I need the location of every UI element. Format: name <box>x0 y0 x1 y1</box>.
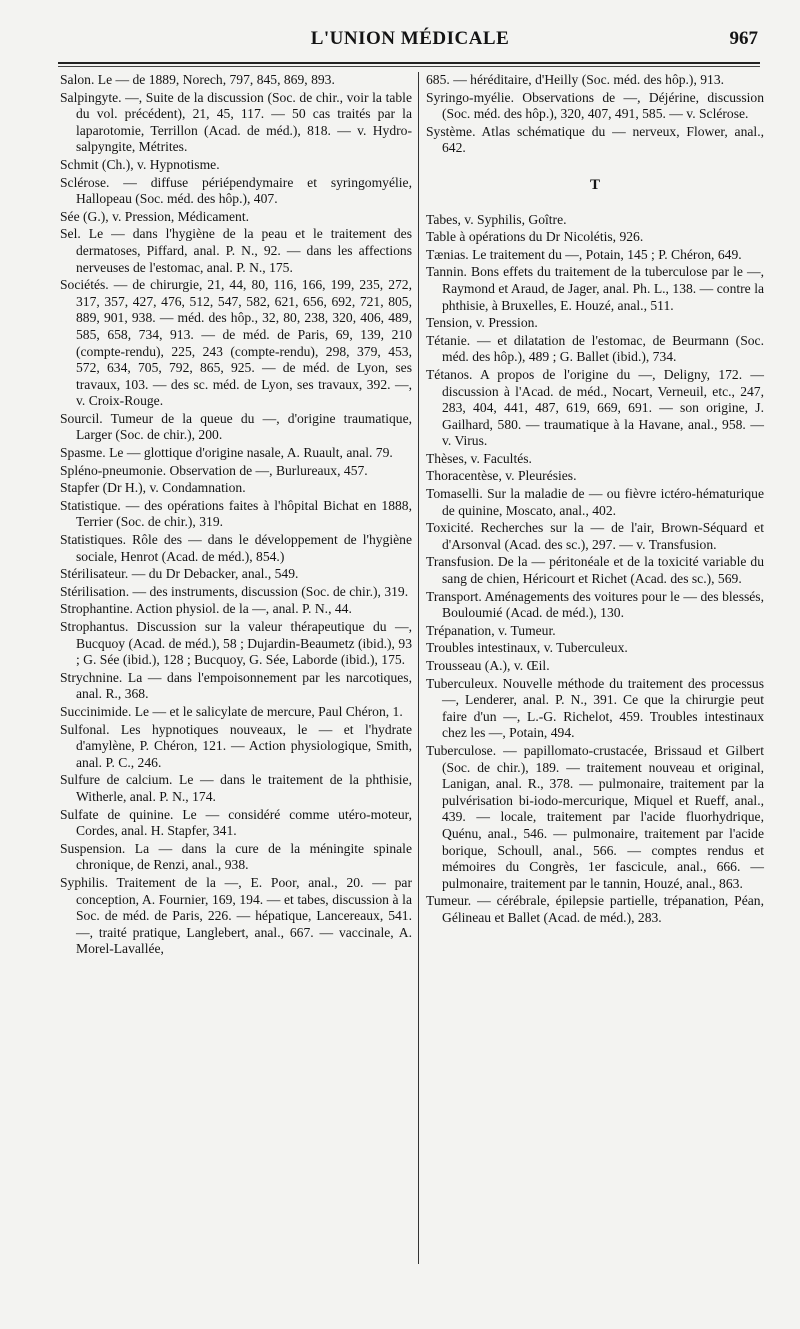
index-entry: Trépanation, v. Tumeur. <box>426 622 556 638</box>
index-entry: Trousseau (A.), v. Œil. <box>426 658 550 673</box>
index-entry: Sulfure de calcium. Le — dans le traitement de la phthisie, Witherle, anal. P. N., 174. <box>60 772 412 804</box>
index-entry: Transfusion. De la — péritonéale et de la toxicité variable du sang de chien, Héricourt et Richet (Acad. des sc.), 569. <box>426 554 764 587</box>
section-letter-heading: T <box>589 176 600 193</box>
index-entry: Stérilisateur. — du Dr Debacker, anal., 549. <box>60 566 299 582</box>
index-entry: Succinimide. Le — et le salicylate de mercure, Paul Chéron, 1. <box>60 703 403 719</box>
index-entry: Troubles intestinaux, v. Tuberculeux. <box>426 640 628 656</box>
index-entry: Transport. Aménagements des voitures pour le — des blessés, Bouloumié (Acad. de méd.), 130. <box>426 588 764 621</box>
index-entry: Sclérose. — diffuse périépendymaire et syringomyélie, Hallopeau (Soc. méd. des hôp.), 407. <box>60 174 412 207</box>
index-entry: Statistiques. Rôle des — dans le développement de l'hygiène sociale, Henrot (Acad. de méd.), 854.) <box>60 532 412 564</box>
index-entry: Table à opérations du Dr Nicolétis, 926. <box>426 229 644 245</box>
index-entry: Sel. Le — dans l'hygiène de la peau et le traitement des dermatoses, Piffard, anal. P. N., 92. — dans les affections nerveuses de l'estomac, anal. P. N., 175. <box>60 226 412 275</box>
running-header <box>60 22 760 58</box>
index-entry: Strophantine. Action physiol. de la —, anal. P. N., 44. <box>60 601 352 617</box>
index-entry: Thèses, v. Facultés. <box>426 450 532 466</box>
index-entry: Thoracentèse, v. Pleurésies. <box>426 468 577 484</box>
journal-title: L'UNION MÉDICALE <box>310 28 510 49</box>
right-column <box>426 72 764 928</box>
index-entry: Strophantus. Discussion sur la valeur thérapeutique du —, Bucquoy (Acad. de méd.), 58 ; Dujardin-Beaumetz (ibid.), 93 ; G. Sée (ibid.), 128 ; Bucquoy, G. Sée, Laborde (ibid.), 175. <box>60 619 412 668</box>
index-entry: Syphilis. Traitement de la —, E. Poor, anal., 20. — par conception, A. Fournier, 169, 194. — et tabes, discussion à la Soc. de méd. de Paris, 226. — hépatique, Lancereaux, 541. —, traité pratique, Langlebert, anal., 667. — vaccinale, A. Morel-Lavallée, <box>60 874 412 957</box>
index-entry: Tabes, v. Syphilis, Goître. <box>426 211 567 227</box>
index-entry: Sulfate de quinine. Le — considéré comme utéro-moteur, Cordes, anal. H. Stapfer, 341. <box>60 806 412 839</box>
header-rule-thin <box>58 66 760 67</box>
right-column-t-entries <box>426 212 764 927</box>
index-entry: Salon. Le — de 1889, Norech, 797, 845, 869, 893. <box>60 72 335 87</box>
index-entry: Stapfer (Dr H.), v. Condamnation. <box>60 480 246 496</box>
index-entry: Stérilisation. — des instruments, discussion (Soc. de chir.), 319. <box>60 583 409 599</box>
left-column <box>60 72 412 959</box>
index-entry: Statistique. — des opérations faites à l'hôpital Bichat en 1888, Terrier (Soc. de chir.), 319. <box>60 497 412 530</box>
index-entry: Salpingyte. —, Suite de la discussion (Soc. de chir., voir la table du vol. précédent), 21, 45, 117. — 50 cas traités par la laparotomie, Terrillon (Acad. de méd.), 818. — v. Hydro-salpyngite, Métrites. <box>60 89 412 155</box>
index-entry: Tumeur. — cérébrale, épilepsie partielle, trépanation, Péan, Gélineau et Ballet (Acad. de méd.), 283. <box>426 893 764 925</box>
index-entry: Tænias. Le traitement du —, Potain, 145 ; P. Chéron, 649. <box>426 246 742 262</box>
index-entry: Sée (G.), v. Pression, Médicament. <box>60 208 250 224</box>
index-entry: Tuberculose. — papillomato-crustacée, Brissaud et Gilbert (Soc. de chir.), 189. — traitement nouveau et original, Lanigan, anal. R., 378. — pulmonaire, traitement par la pulvérisation bi-iodo-mercurique, Miquel et Rueff, anal., 439. — locale, traitement par l'acide fluorhydrique, Quénu, anal., 546. — pulmonaire, traitement par l'acide borique, Schoull, anal., 566. — comptes rendus et mémoires du Congrès, 1er fascicule, anal., 666. — pulmonaire, traitement par le tannin, Houzé, anal., 863. <box>426 742 764 891</box>
index-entry: Tomaselli. Sur la maladie de — ou fièvre ictéro-hématurique de quinine, Moscato, anal., 402. <box>426 486 764 518</box>
header-rule <box>58 62 760 64</box>
index-entry: Tétanie. — et dilatation de l'estomac, de Beurmann (Soc. méd. des hôp.), 489 ; G. Ballet (ibid.), 734. <box>426 332 764 365</box>
index-entry: Schmit (Ch.), v. Hypnotisme. <box>60 156 220 172</box>
index-entry: Tension, v. Pression. <box>426 315 538 331</box>
right-column-s-entries <box>426 72 764 157</box>
index-entry: Toxicité. Recherches sur la — de l'air, Brown-Séquard et d'Arsonval (Acad. des sc.), 297. — v. Transfusion. <box>426 520 764 552</box>
page-number: 967 <box>729 28 758 49</box>
index-entry: Sulfonal. Les hypnotiques nouveaux, le — et l'hydrate d'amylène, P. Chéron, 121. — Action physiologique, Smith, anal. P. C., 246. <box>60 721 412 770</box>
index-entry: Strychnine. La — dans l'empoisonnement par les narcotiques, anal. R., 368. <box>60 669 412 702</box>
index-entry: Tuberculeux. Nouvelle méthode du traitement des processus —, Lenderer, anal. P. N., 391. Ce que la chirurgie peut faire d'un —, L.-G. Richelot, 459. Troubles intestinaux chez les —, Potain, 494. <box>426 675 764 741</box>
column-divider <box>418 72 419 1264</box>
index-entry: Système. Atlas schématique du — nerveux, Flower, anal., 642. <box>426 123 764 156</box>
index-entry: 685. — héréditaire, d'Heilly (Soc. méd. des hôp.), 913. <box>426 72 725 87</box>
index-entry: Spléno-pneumonie. Observation de —, Burlureaux, 457. <box>60 462 368 478</box>
index-entry: Syringo-myélie. Observations de —, Déjérine, discussion (Soc. méd. des hôp.), 320, 407, 491, 585. — v. Sclérose. <box>426 89 764 122</box>
index-entry: Sourcil. Tumeur de la queue du —, d'origine traumatique, Larger (Soc. de chir.), 200. <box>60 410 412 443</box>
index-entry: Suspension. La — dans la cure de la méningite spinale chronique, de Renzi, anal., 938. <box>60 840 412 873</box>
index-entry: Tannin. Bons effets du traitement de la tuberculose par le —, Raymond et Araud, de Jager, anal. Ph. L., 138. — contre la phthisie, à Bruxelles, E. Houzé, anal., 511. <box>426 264 764 313</box>
index-entry: Spasme. Le — glottique d'origine nasale, A. Ruault, anal. 79. <box>60 445 393 461</box>
index-entry: Tétanos. A propos de l'origine du —, Deligny, 172. — discussion à l'Acad. de méd., Nocart, Verneuil, etc., 247, 283, 404, 441, 487, 619, 669, 691. — son origine, J. Gailhard, 580. — traumatique à la Havane, anal., 958. — v. Virus. <box>426 366 764 449</box>
index-entry: Sociétés. — de chirurgie, 21, 44, 80, 116, 166, 199, 235, 272, 317, 357, 427, 476, 512, 547, 582, 621, 656, 692, 721, 805, 889, 901, 938. — méd. des hôp., 32, 80, 238, 320, 406, 489, 585, 658, 734, 913. — de méd. de Paris, 69, 139, 210 (compte-rendu), 225, 243 (compte-rendu), 298, 379, 453, 572, 634, 705, 792, 865, 925. — de méd. de Lyon, ses travaux, 103. — des sc. méd. de Lyon, ses travaux, 392. —, v. Croix-Rouge. <box>60 277 412 409</box>
